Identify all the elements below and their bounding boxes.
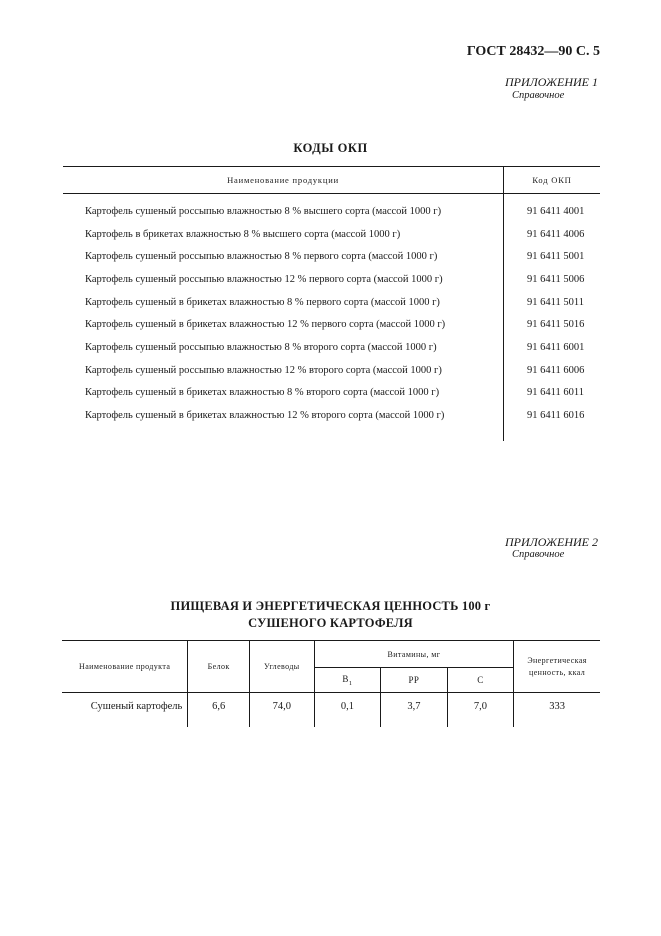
okp-product-name: Картофель в брикетах влажностью 8 % высшего сорта (массой 1000 г): [63, 223, 504, 246]
appendix-2-title: ПРИЛОЖЕНИЕ 2: [505, 535, 598, 549]
table-row: [63, 223, 600, 246]
b1-index: 1: [348, 679, 353, 687]
table-row: [63, 291, 600, 314]
energy-col-line1: Энергетическая: [527, 655, 587, 665]
nutrition-protein: 6,6: [188, 693, 250, 720]
okp-code: 91 6411 5006: [527, 273, 585, 285]
okp-code: 91 6411 5016: [527, 319, 585, 331]
table-row: [63, 200, 600, 223]
table-row: [63, 336, 600, 359]
okp-col-code: Код ОКП: [504, 167, 601, 194]
okp-product-name: Картофель сушеный россыпью влажностью 8 % первого сорта (массой 1000 г): [63, 245, 504, 268]
document-header: ГОСТ 28432—90 С. 5: [466, 44, 600, 59]
okp-code: 91 6411 6001: [527, 341, 585, 353]
energy-col-line2: ценность, ккал: [529, 667, 586, 677]
energy-heading-line2: СУШЕНОГО КАРТОФЕЛЯ: [248, 616, 413, 630]
okp-col-product: Наименование продукции: [63, 167, 504, 194]
nutrition-pp: 3,7: [381, 693, 448, 720]
nutrition-col-c: С: [447, 668, 514, 693]
nutrition-col-carbs: Углеводы: [249, 641, 314, 693]
table-row: [63, 245, 600, 268]
okp-product-name: Картофель сушеный в брикетах влажностью 12 % первого сорта (массой 1000 г): [63, 313, 504, 336]
nutrition-product: Сушеный картофель: [90, 700, 183, 712]
okp-code: 91 6411 6016: [527, 410, 585, 422]
nutrition-c: 7,0: [447, 693, 514, 720]
okp-code: 91 6411 6006: [527, 364, 585, 376]
nutrition-col-b1: [314, 668, 381, 693]
okp-product-name: Картофель сушеный в брикетах влажностью 8 % первого сорта (массой 1000 г): [63, 291, 504, 314]
nutrition-carbs: 74,0: [249, 693, 314, 720]
okp-table: [63, 166, 600, 441]
okp-product-name: Картофель сушеный россыпью влажностью 8 % высшего сорта (массой 1000 г): [63, 200, 504, 223]
nutrition-col-vitamins: Витамины, мг: [314, 641, 514, 668]
table-row: [63, 359, 600, 382]
nutrition-energy: 333: [514, 693, 600, 720]
nutrition-b1: 0,1: [314, 693, 381, 720]
okp-code: 91 6411 4006: [527, 228, 585, 240]
okp-code: 91 6411 4001: [527, 205, 585, 217]
table-row: [63, 313, 600, 336]
table-row: [63, 404, 600, 427]
okp-product-name: Картофель сушеный россыпью влажностью 12 % первого сорта (массой 1000 г): [63, 268, 504, 291]
table-row: [63, 268, 600, 291]
nutrition-table: [62, 640, 600, 727]
b1-letter: В: [342, 673, 349, 684]
nutrition-col-protein: Белок: [188, 641, 250, 693]
nutrition-col-energy: [514, 641, 600, 693]
okp-product-name: Картофель сушеный россыпью влажностью 8 % второго сорта (массой 1000 г): [63, 336, 504, 359]
nutrition-col-product: Наименование продукта: [62, 641, 188, 693]
energy-heading-line1: ПИЩЕВАЯ И ЭНЕРГЕТИЧЕСКАЯ ЦЕННОСТЬ 100 г: [170, 599, 491, 613]
okp-code: 91 6411 5011: [527, 296, 584, 308]
appendix-1-title: ПРИЛОЖЕНИЕ 1: [505, 75, 598, 89]
nutrition-col-pp: РР: [381, 668, 448, 693]
okp-product-name: Картофель сушеный в брикетах влажностью 8 % второго сорта (массой 1000 г): [63, 382, 504, 405]
appendix-1-subtitle: Справочное: [512, 90, 565, 101]
table-row: [63, 382, 600, 405]
okp-heading: КОДЫ ОКП: [293, 141, 368, 155]
appendix-2-subtitle: Справочное: [512, 549, 565, 560]
okp-code: 91 6411 5001: [527, 251, 585, 263]
okp-product-name: Картофель сушеный россыпью влажностью 12 % второго сорта (массой 1000 г): [63, 359, 504, 382]
okp-code: 91 6411 6011: [527, 387, 584, 399]
okp-product-name: Картофель сушеный в брикетах влажностью 12 % второго сорта (массой 1000 г): [63, 404, 504, 427]
table-row: [62, 693, 600, 720]
energy-heading: [0, 598, 661, 632]
